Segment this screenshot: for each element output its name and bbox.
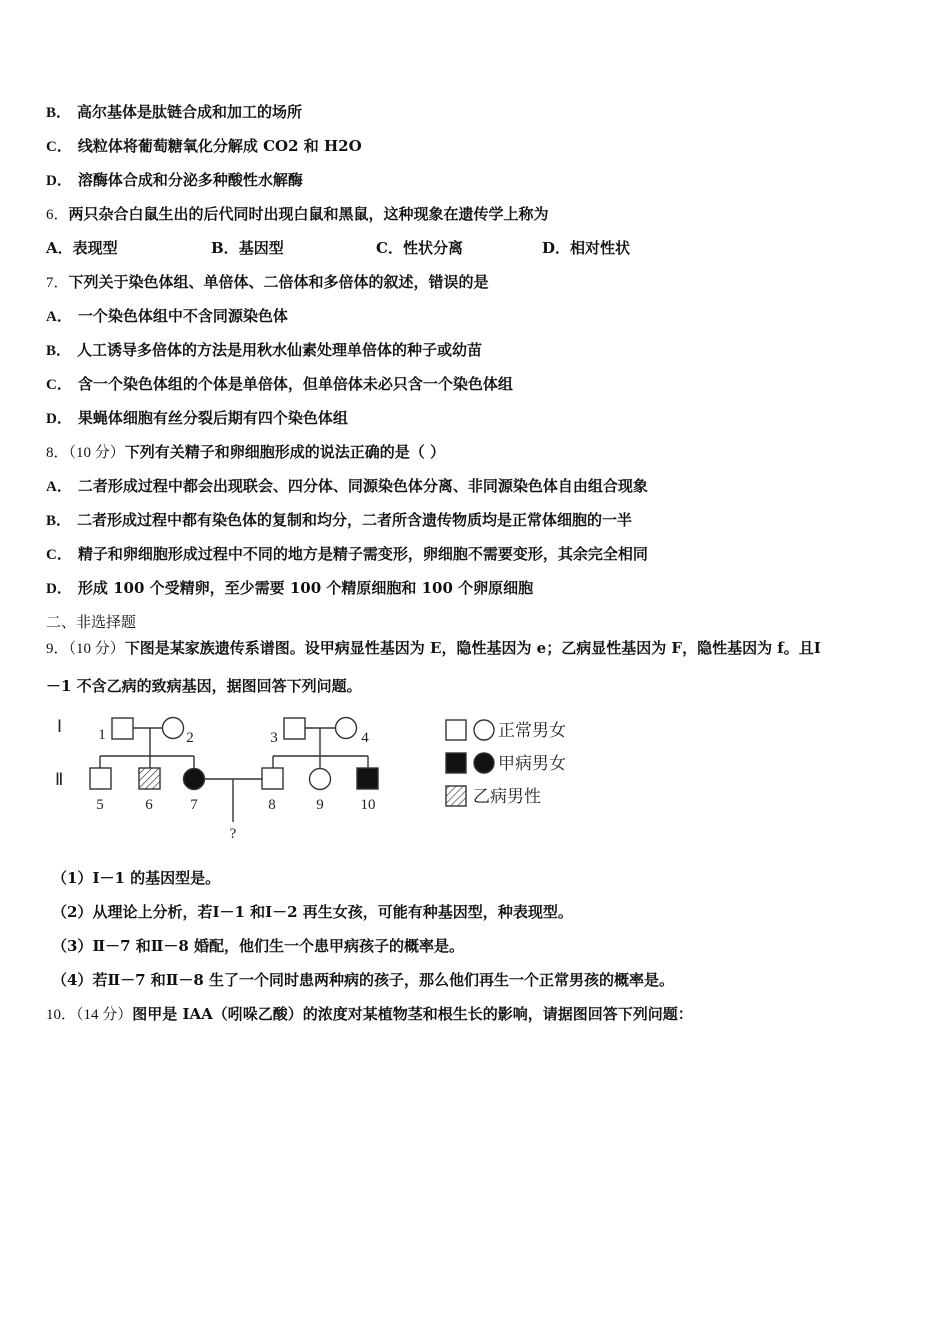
q7-option-a [46, 306, 288, 327]
individual-4-female [336, 718, 357, 739]
subquestion-end: 种表现型。 [497, 903, 573, 921]
option-text: 表现型 [72, 239, 118, 257]
label-8: 8 [268, 797, 276, 813]
option-label: D． [46, 411, 72, 427]
q7-option-c [46, 374, 513, 395]
q6-stem [46, 204, 549, 225]
q6-option-a [46, 238, 118, 258]
pedigree-chart [52, 712, 392, 847]
option-text: 相对性状 [570, 239, 631, 257]
generation-label-1: Ⅰ [57, 717, 63, 736]
legend-jia-female-icon [474, 753, 494, 773]
label-1: 1 [98, 727, 106, 743]
individual-3-male [284, 718, 305, 739]
subquestion-label: （4） [52, 971, 93, 989]
q10-stem [46, 1004, 693, 1025]
option-label: D． [542, 239, 571, 257]
q6-option-b [211, 238, 284, 258]
section-title: 二、非选择题 [46, 613, 137, 631]
option-text: 基因型 [238, 239, 284, 257]
subquestion-text: Ⅱ－7 和Ⅱ－8 婚配，他们生一个患甲病孩子的概率是 [92, 937, 450, 955]
label-3: 3 [270, 730, 278, 746]
q9-stem-line1 [46, 638, 821, 659]
question-text: 下列有关精子和卵细胞形成的说法正确的是（ ） [124, 443, 446, 461]
question-text: 两只杂合白鼠生出的后代同时出现白鼠和黑鼠，这种现象在遗传学上称为 [68, 205, 549, 223]
q6-options [46, 238, 846, 258]
label-5: 5 [96, 797, 104, 813]
question-score: （10 分） [68, 445, 125, 461]
subquestion-end: 。 [659, 971, 675, 989]
option-label: B． [46, 513, 72, 529]
question-score: （14 分） [76, 1007, 133, 1023]
individual-1-male [112, 718, 133, 739]
subquestion-text: Ⅰ－1 的基因型是 [92, 869, 206, 887]
q8-option-c [46, 544, 648, 565]
option-label: B． [46, 105, 72, 121]
question-text: 图甲是 IAA（吲哚乙酸）的浓度对某植物茎和根生长的影响，请据图回答下列问题： [132, 1005, 693, 1023]
question-text: 下图是某家族遗传系谱图。设甲病显性基因为 E，隐性基因为 e；乙病显性基因为 F，隐性基因为 f。且Ⅰ [124, 639, 821, 657]
option-text: 溶酶体合成和分泌多种酸性水解酶 [77, 171, 303, 189]
q5-option-c [46, 136, 362, 157]
question-number: 7． [46, 275, 69, 291]
option-label: A． [46, 479, 72, 495]
question-number: 10． [46, 1007, 77, 1023]
pedigree-legend [443, 714, 593, 814]
label-2: 2 [186, 730, 194, 746]
option-text: 果蝇体细胞有丝分裂后期有四个染色体组 [77, 409, 348, 427]
option-label: B． [211, 239, 239, 257]
label-10: 10 [360, 797, 376, 813]
option-label: B． [46, 343, 72, 359]
subquestion-label: （2） [52, 903, 93, 921]
option-text: 精子和卵细胞形成过程中不同的地方是精子需变形，卵细胞不需要变形，其余完全相同 [77, 545, 648, 563]
q7-option-b [46, 340, 482, 361]
question-number: 9． [46, 641, 69, 657]
question-score: （10 分） [68, 641, 125, 657]
subquestion-text: 若Ⅱ－7 和Ⅱ－8 生了一个同时患两种病的孩子，那么他们再生一个正常男孩的概率是 [92, 971, 660, 989]
individual-9-female [310, 769, 331, 790]
q8-stem [46, 442, 445, 463]
generation-label-2: Ⅱ [55, 770, 64, 789]
q8-option-d [46, 578, 533, 599]
q9-subquestion-3 [52, 936, 464, 956]
question-number: 6． [46, 207, 69, 223]
q9-stem-line2: －1 不含乙病的致病基因，据图回答下列问题。 [46, 677, 362, 695]
q7-option-d [46, 408, 348, 429]
option-text: 二者形成过程中都有染色体的复制和均分，二者所含遗传物质均是正常体细胞的一半 [77, 511, 633, 529]
option-text: 二者形成过程中都会出现联会、四分体、同源染色体分离、非同源染色体自由组合现象 [77, 477, 648, 495]
individual-6-male-yi [139, 768, 160, 789]
question-text: 下列关于染色体组、单倍体、二倍体和多倍体的叙述，错误的是 [68, 273, 489, 291]
label-7: 7 [190, 797, 198, 813]
offspring-label: ? [229, 826, 237, 842]
q5-option-d [46, 170, 303, 191]
legend-normal-male-icon [446, 720, 466, 740]
legend-label-jia: 甲病男女 [498, 754, 566, 773]
option-text: 一个染色体组中不含同源染色体 [77, 307, 288, 325]
subquestion-end: 。 [449, 937, 465, 955]
legend-label-yi: 乙病男性 [473, 787, 541, 806]
individual-8-male [262, 768, 283, 789]
option-label: A． [46, 239, 73, 257]
option-label: D． [46, 173, 72, 189]
option-text: 性状分离 [402, 239, 463, 257]
q9-subquestion-4 [52, 970, 674, 990]
subquestion-text-middle: 种基因型， [422, 903, 498, 921]
option-label: C． [376, 239, 403, 257]
question-number: 8． [46, 445, 69, 461]
label-4: 4 [361, 730, 369, 746]
option-text: 线粒体将葡萄糖氧化分解成 CO2 和 H2O [77, 137, 362, 155]
q9-subquestion-1 [52, 868, 220, 888]
option-label: C． [46, 377, 72, 393]
subquestion-label: （3） [52, 937, 93, 955]
subquestion-end: 。 [205, 869, 221, 887]
subquestion-text: 从理论上分析，若Ⅰ－1 和Ⅰ－2 再生女孩，可能有 [92, 903, 423, 921]
label-6: 6 [145, 797, 153, 813]
option-text: 高尔基体是肽链合成和加工的场所 [77, 103, 303, 121]
legend-normal-female-icon [474, 720, 494, 740]
q5-option-b [46, 102, 302, 123]
individual-5-male [90, 768, 111, 789]
q8-option-b [46, 510, 632, 531]
individual-7-female-jia [184, 769, 205, 790]
subquestion-label: （1） [52, 869, 93, 887]
q6-option-d [542, 238, 630, 258]
option-label: A． [46, 309, 72, 325]
q6-option-c [376, 238, 463, 258]
q8-option-a [46, 476, 648, 497]
legend-label-normal: 正常男女 [498, 721, 566, 740]
legend-jia-male-icon [446, 753, 466, 773]
option-text: 形成 100 个受精卵，至少需要 100 个精原细胞和 100 个卵原细胞 [77, 579, 534, 597]
option-label: C． [46, 139, 72, 155]
q9-subquestion-2 [52, 902, 573, 922]
option-label: D． [46, 581, 72, 597]
option-text: 含一个染色体组的个体是单倍体，但单倍体未必只含一个染色体组 [77, 375, 513, 393]
individual-10-male-jia [357, 768, 378, 789]
label-9: 9 [316, 797, 324, 813]
option-text: 人工诱导多倍体的方法是用秋水仙素处理单倍体的种子或幼苗 [77, 341, 483, 359]
individual-2-female [163, 718, 184, 739]
option-label: C． [46, 547, 72, 563]
q7-stem [46, 272, 489, 293]
legend-yi-male-icon [446, 786, 466, 806]
